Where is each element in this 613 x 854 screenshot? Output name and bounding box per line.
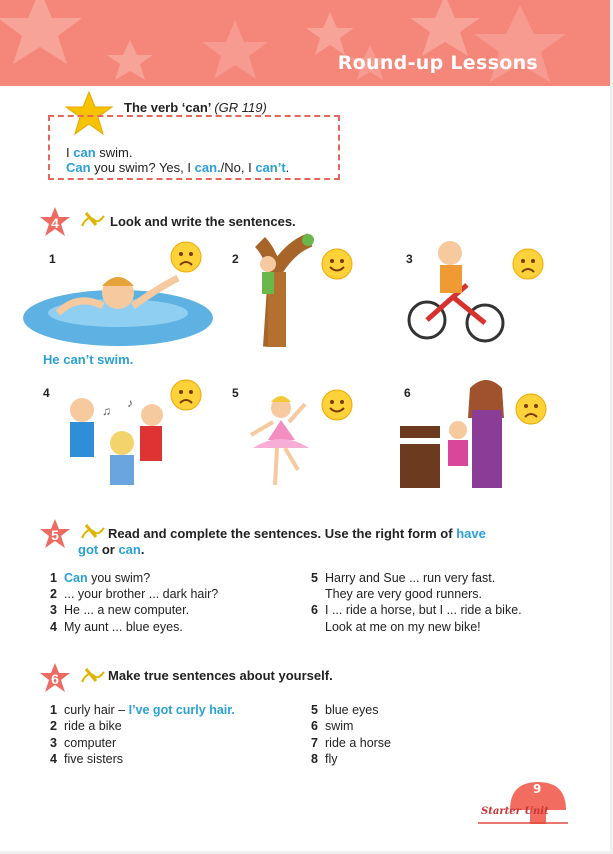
dancing-girl-picture bbox=[243, 390, 323, 490]
header-banner bbox=[0, 0, 610, 86]
page-number: 9 bbox=[533, 782, 542, 796]
list-item: 4 My aunt ... blue eyes. bbox=[50, 620, 183, 634]
piano-girl-picture bbox=[398, 378, 518, 490]
happy-face-icon bbox=[321, 389, 353, 421]
pencil-icon bbox=[80, 210, 106, 230]
happy-face-icon bbox=[321, 248, 353, 280]
picture-number: 4 bbox=[43, 386, 50, 400]
picture-number: 6 bbox=[404, 386, 411, 400]
sad-face-icon bbox=[515, 393, 547, 425]
exercise-6-instruction: Make true sentences about yourself. bbox=[108, 668, 333, 683]
list-item: 5 blue eyes bbox=[311, 703, 379, 717]
exercise-4-badge: 4 bbox=[40, 207, 70, 242]
list-item: 2 ... your brother ... dark hair? bbox=[50, 587, 219, 601]
page-number-mushroom bbox=[478, 780, 570, 826]
list-item: 5 Harry and Sue ... run very fast. bbox=[311, 571, 496, 585]
list-item: 3 computer bbox=[50, 736, 117, 750]
sad-face-icon bbox=[170, 379, 202, 411]
singing-boys-picture bbox=[52, 395, 182, 490]
exercise-6-badge: 6 bbox=[40, 663, 70, 698]
list-item-continuation: They are very good runners. bbox=[325, 587, 483, 601]
grammar-example-2: Can you swim? Yes, I can./No, I can’t. bbox=[66, 160, 290, 175]
picture-number: 5 bbox=[232, 386, 239, 400]
exercise-5-instruction: Read and complete the sentences. Use the right form of have bbox=[108, 526, 486, 541]
grammar-reference: (GR 119) bbox=[214, 100, 267, 115]
list-item: 6 I ... ride a horse, but I ... ride a bike. bbox=[311, 603, 522, 617]
grammar-example-1: I can swim. bbox=[66, 145, 133, 160]
grammar-title bbox=[124, 100, 267, 115]
picture-number: 1 bbox=[49, 252, 56, 266]
cycling-boy-picture bbox=[405, 235, 505, 347]
unit-label: Starter Unit bbox=[481, 806, 549, 817]
sad-face-icon bbox=[170, 241, 202, 273]
exercise-5-badge: 5 bbox=[40, 519, 70, 554]
tree-climbing-girl-picture bbox=[240, 232, 320, 347]
banner-title: Round-up Lessons bbox=[337, 52, 538, 74]
list-item: 1 curly hair – I’ve got curly hair. bbox=[50, 703, 235, 717]
list-item: 7 ride a horse bbox=[311, 736, 392, 750]
list-item: 4 five sisters bbox=[50, 752, 124, 766]
list-item: 1 Can you swim? bbox=[50, 571, 151, 585]
exercise-4-instruction: Look and write the sentences. bbox=[110, 214, 296, 229]
grammar-title-text: The verb ‘can’ bbox=[124, 100, 211, 115]
svg-text:♪: ♪ bbox=[127, 396, 133, 410]
list-item: 8 fly bbox=[311, 752, 338, 766]
list-item: 6 swim bbox=[311, 719, 354, 733]
picture-number: 3 bbox=[406, 252, 413, 266]
sad-face-icon bbox=[512, 248, 544, 280]
svg-text:♫: ♫ bbox=[102, 404, 111, 418]
list-item: 3 He ... a new computer. bbox=[50, 603, 190, 617]
picture-number: 2 bbox=[232, 252, 239, 266]
pencil-icon bbox=[80, 666, 106, 686]
list-item: 2 ride a bike bbox=[50, 719, 122, 733]
example-answer: He can’t swim. bbox=[43, 352, 134, 367]
list-item-continuation: Look at me on my new bike! bbox=[325, 620, 481, 634]
exercise-5-instruction-line2: got or can. bbox=[78, 542, 145, 557]
pencil-icon bbox=[80, 522, 106, 542]
